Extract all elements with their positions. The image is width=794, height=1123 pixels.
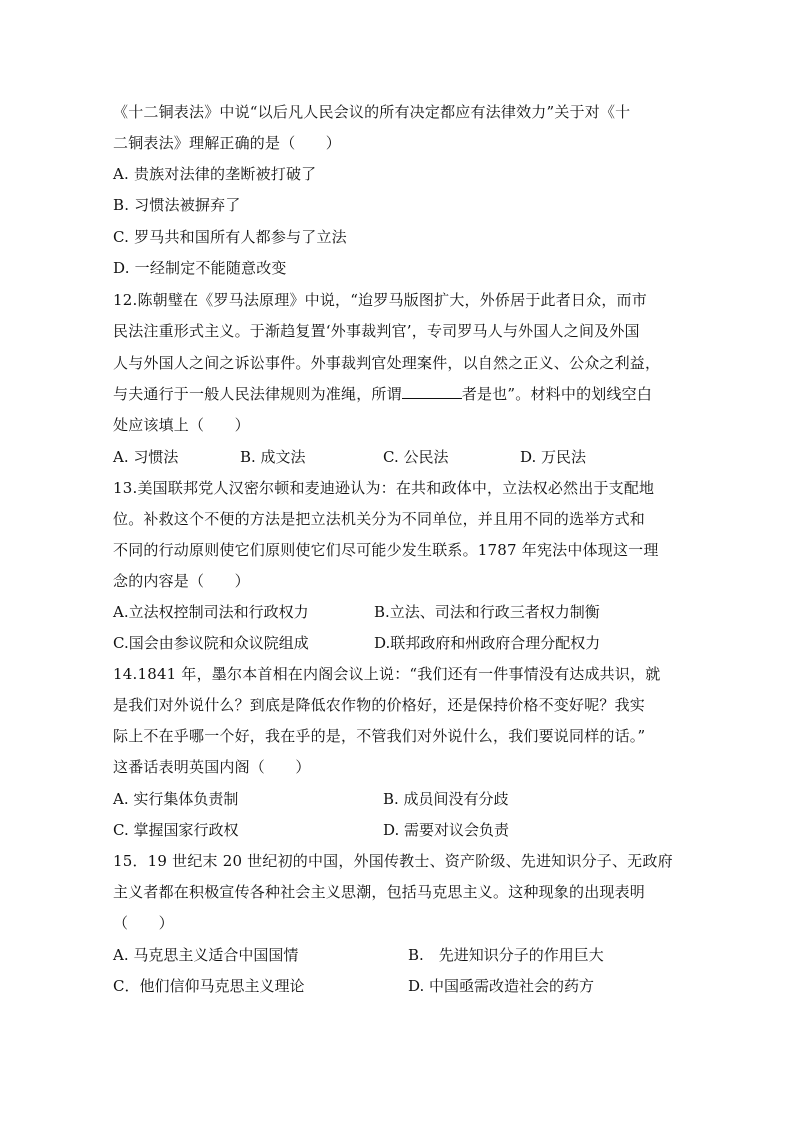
q15-option-c: C．他们信仰马克思主义理论 bbox=[113, 977, 305, 995]
q12-stem-line-1: 12.陈朝璧在《罗马法原理》中说，“迨罗马版图扩大，外侨居于此者日众，而市 bbox=[113, 291, 647, 309]
q11-option-b: B. 习惯法被摒弃了 bbox=[113, 196, 241, 214]
q12-blank-underline bbox=[402, 384, 462, 399]
q13-stem-line-4: 念的内容是（ ） bbox=[113, 572, 250, 590]
q12-option-d: D. 万民法 bbox=[520, 448, 587, 466]
q13-stem-line-1: 13.美国联邦党人汉密尔顿和麦迪逊认为：在共和政体中，立法权必然出于支配地 bbox=[113, 479, 655, 497]
q14-stem-line-3: 际上不在乎哪一个好，我在乎的是，不管我们对外说什么，我们要说同样的话。” bbox=[113, 727, 646, 745]
q15-option-b: B. 先进知识分子的作用巨大 bbox=[408, 946, 604, 964]
q13-stem-line-3: 不同的行动原则使它们原则使它们尽可能少发生联系。1787 年宪法中体现这一理 bbox=[113, 541, 659, 559]
q15-stem-line-2: 主义者都在积极宣传各种社会主义思潮，包括马克思主义。这种现象的出现表明 bbox=[113, 883, 646, 901]
q13-option-c: C.国会由参议院和众议院组成 bbox=[113, 634, 309, 652]
q12-stem-line-4-part-1: 与夫通行于一般人民法律规则为准绳，所谓 bbox=[113, 385, 402, 403]
q12-stem-line-4-part-2: 者是也”。材料中的划线空白 bbox=[461, 385, 653, 403]
q11-option-a: A. 贵族对法律的垄断被打破了 bbox=[113, 165, 317, 183]
q12-stem-line-2: 民法注重形式主义。于渐趋复置‘外事裁判官’，专司罗马人与外国人之间及外国 bbox=[113, 322, 640, 340]
q11-option-d: D. 一经制定不能随意改变 bbox=[113, 259, 287, 277]
q11-option-c: C. 罗马共和国所有人都参与了立法 bbox=[113, 228, 347, 246]
q12-stem-line-5: 处应该填上（ ） bbox=[113, 416, 250, 434]
q14-stem-line-2: 是我们对外说什么？到底是降低农作物的价格好，还是保持价格不变好呢？我实 bbox=[113, 696, 646, 714]
q13-option-a: A.立法权控制司法和行政权力 bbox=[113, 603, 309, 621]
q14-option-b: B. 成员间没有分歧 bbox=[383, 790, 509, 808]
q12-stem-line-4 bbox=[113, 384, 693, 404]
q15-stem-line-3: （ ） bbox=[113, 914, 174, 932]
q14-stem-line-4: 这番话表明英国内阁（ ） bbox=[113, 758, 311, 776]
q15-option-a: A. 马克思主义适合中国国情 bbox=[113, 946, 299, 964]
q14-option-d: D. 需要对议会负责 bbox=[383, 821, 510, 839]
q12-stem-line-3: 人与外国人之间之诉讼事件。外事裁判官处理案件，以自然之正义、公众之利益， bbox=[113, 354, 661, 372]
q15-option-d: D. 中国亟需改造社会的药方 bbox=[408, 977, 595, 995]
q15-stem-line-1: 15．19 世纪末 20 世纪初的中国，外国传教士、资产阶级、先进知识分子、无政府 bbox=[113, 852, 673, 870]
q14-option-a: A. 实行集体负责制 bbox=[113, 790, 239, 808]
q13-option-b: B.立法、司法和行政三者权力制衡 bbox=[374, 603, 600, 621]
q13-option-d: D.联邦政府和州政府合理分配权力 bbox=[374, 634, 601, 652]
q11-stem-line-2: 二铜表法》理解正确的是（ ） bbox=[113, 134, 342, 152]
q11-stem-line-1: 《十二铜表法》中说“以后凡人民会议的所有决定都应有法律效力”关于对《十 bbox=[113, 103, 631, 121]
q14-stem-line-1: 14.1841 年，墨尔本首相在内阁会议上说：“我们还有一件事情没有达成共识，就 bbox=[113, 665, 661, 683]
q12-option-c: C. 公民法 bbox=[383, 448, 449, 466]
q12-option-b: B. 成文法 bbox=[240, 448, 306, 466]
q14-option-c: C. 掌握国家行政权 bbox=[113, 821, 239, 839]
q13-stem-line-2: 位。补救这个不便的方法是把立法机关分为不同单位，并且用不同的选举方式和 bbox=[113, 510, 646, 528]
q12-option-a: A. 习惯法 bbox=[113, 448, 179, 466]
